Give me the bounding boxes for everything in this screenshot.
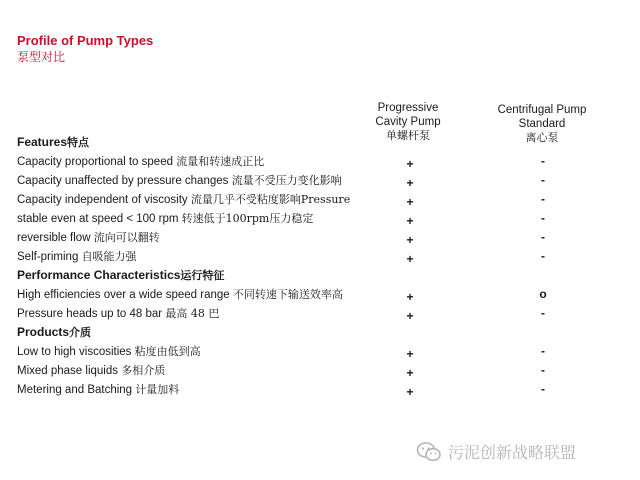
row-label [17,190,350,210]
column-header-line: Cavity Pump [375,116,441,128]
row-label [17,228,160,248]
row-label [17,361,165,381]
cfp-rating: - [541,230,545,244]
row-label [17,266,224,285]
row-label-cn: 粘度由低到高 [134,345,201,358]
section-header [17,266,617,285]
watermark-text: 污泥创新战略联盟 [448,443,577,462]
cfp-rating: - [541,211,545,225]
cfp-rating: - [541,249,545,263]
page-title: Profile of Pump Types [17,33,154,48]
row-label-en: Performance Characteristics [17,268,181,282]
row-label-en: reversible flow [17,232,91,244]
wechat-icon [416,441,442,463]
pcp-rating: + [406,214,414,228]
pcp-rating: + [406,157,414,171]
row-label-cn: 介质 [69,326,92,339]
row-label-en: Products [17,325,70,339]
table-row [17,342,617,361]
row-label [17,171,342,191]
section-header [17,133,617,152]
pcp-rating: + [406,233,414,247]
table-row [17,171,617,190]
table-row [17,285,617,304]
row-label [17,304,219,324]
pcp-rating: + [406,290,414,304]
row-label-en: Capacity proportional to speed [17,156,173,168]
pcp-rating: + [406,366,414,380]
cfp-rating: - [541,363,545,377]
row-label-en: Features [17,135,68,149]
section-header [17,323,617,342]
row-label-en: stable even at speed < 100 rpm [17,213,179,225]
table-row [17,247,617,266]
row-label-en: Capacity unaffected by pressure changes [17,175,229,187]
row-label-cn: 最高 48 巴 [165,307,220,320]
table-row [17,380,617,399]
cfp-rating: - [541,154,545,168]
table-row [17,304,617,323]
pcp-rating: + [406,176,414,190]
row-label [17,152,264,172]
row-label-en: Capacity independent of viscosity [17,194,188,206]
cfp-rating: - [541,192,545,206]
column-header-line: Centrifugal Pump [497,104,587,116]
column-header-line-cn: 单螺杆泵 [386,129,430,142]
pcp-rating: + [406,385,414,399]
table-row [17,228,617,247]
row-label-en: Pressure heads up to 48 bar [17,308,163,320]
table-row [17,190,617,209]
column-header-line: Progressive [377,102,439,114]
row-label-cn: 转速低于100rpm压力稳定 [181,212,314,225]
row-label-cn: 流量不受压力变化影响 [231,174,342,187]
row-label-en: Low to high viscosities [17,346,132,358]
row-label-en: High efficiencies over a wide speed range [17,289,230,301]
row-label-cn: 自吸能力强 [81,250,137,263]
cfp-rating: - [541,173,545,187]
table-row [17,209,617,228]
row-label [17,133,89,152]
row-label-cn: 特点 [67,136,90,149]
row-label-cn: 流量和转速成正比 [176,155,265,168]
table-row [17,361,617,380]
cfp-rating: - [541,344,545,358]
row-label [17,380,179,400]
cfp-rating: o [539,287,547,301]
row-label-cn: 运行特征 [180,269,225,282]
cfp-rating: - [541,382,545,396]
row-label-cn: 计量加料 [135,383,180,396]
row-label [17,323,91,342]
table-row [17,152,617,171]
pcp-rating: + [406,347,414,361]
column-header-line: Standard [518,118,566,130]
column-header-line-cn: 离心泵 [525,131,559,144]
row-label-cn: 流量几乎不受粘度影响Pressure [190,193,351,206]
row-label [17,209,313,229]
cfp-rating: - [541,306,545,320]
row-label-en: Self-priming [17,251,79,263]
row-label [17,285,343,305]
row-label-cn: 多相介质 [121,364,166,377]
page-subtitle: 泵型对比 [17,50,66,64]
row-label-en: Mixed phase liquids [17,365,119,377]
watermark [416,440,576,463]
row-label [17,247,137,267]
pcp-rating: + [406,252,414,266]
row-label-cn: 流向可以翻转 [93,231,160,244]
row-label-en: Metering and Batching [17,384,133,396]
pcp-rating: + [406,195,414,209]
row-label [17,342,201,362]
pcp-rating: + [406,309,414,323]
row-label-cn: 不同转速下输送效率高 [232,288,343,301]
